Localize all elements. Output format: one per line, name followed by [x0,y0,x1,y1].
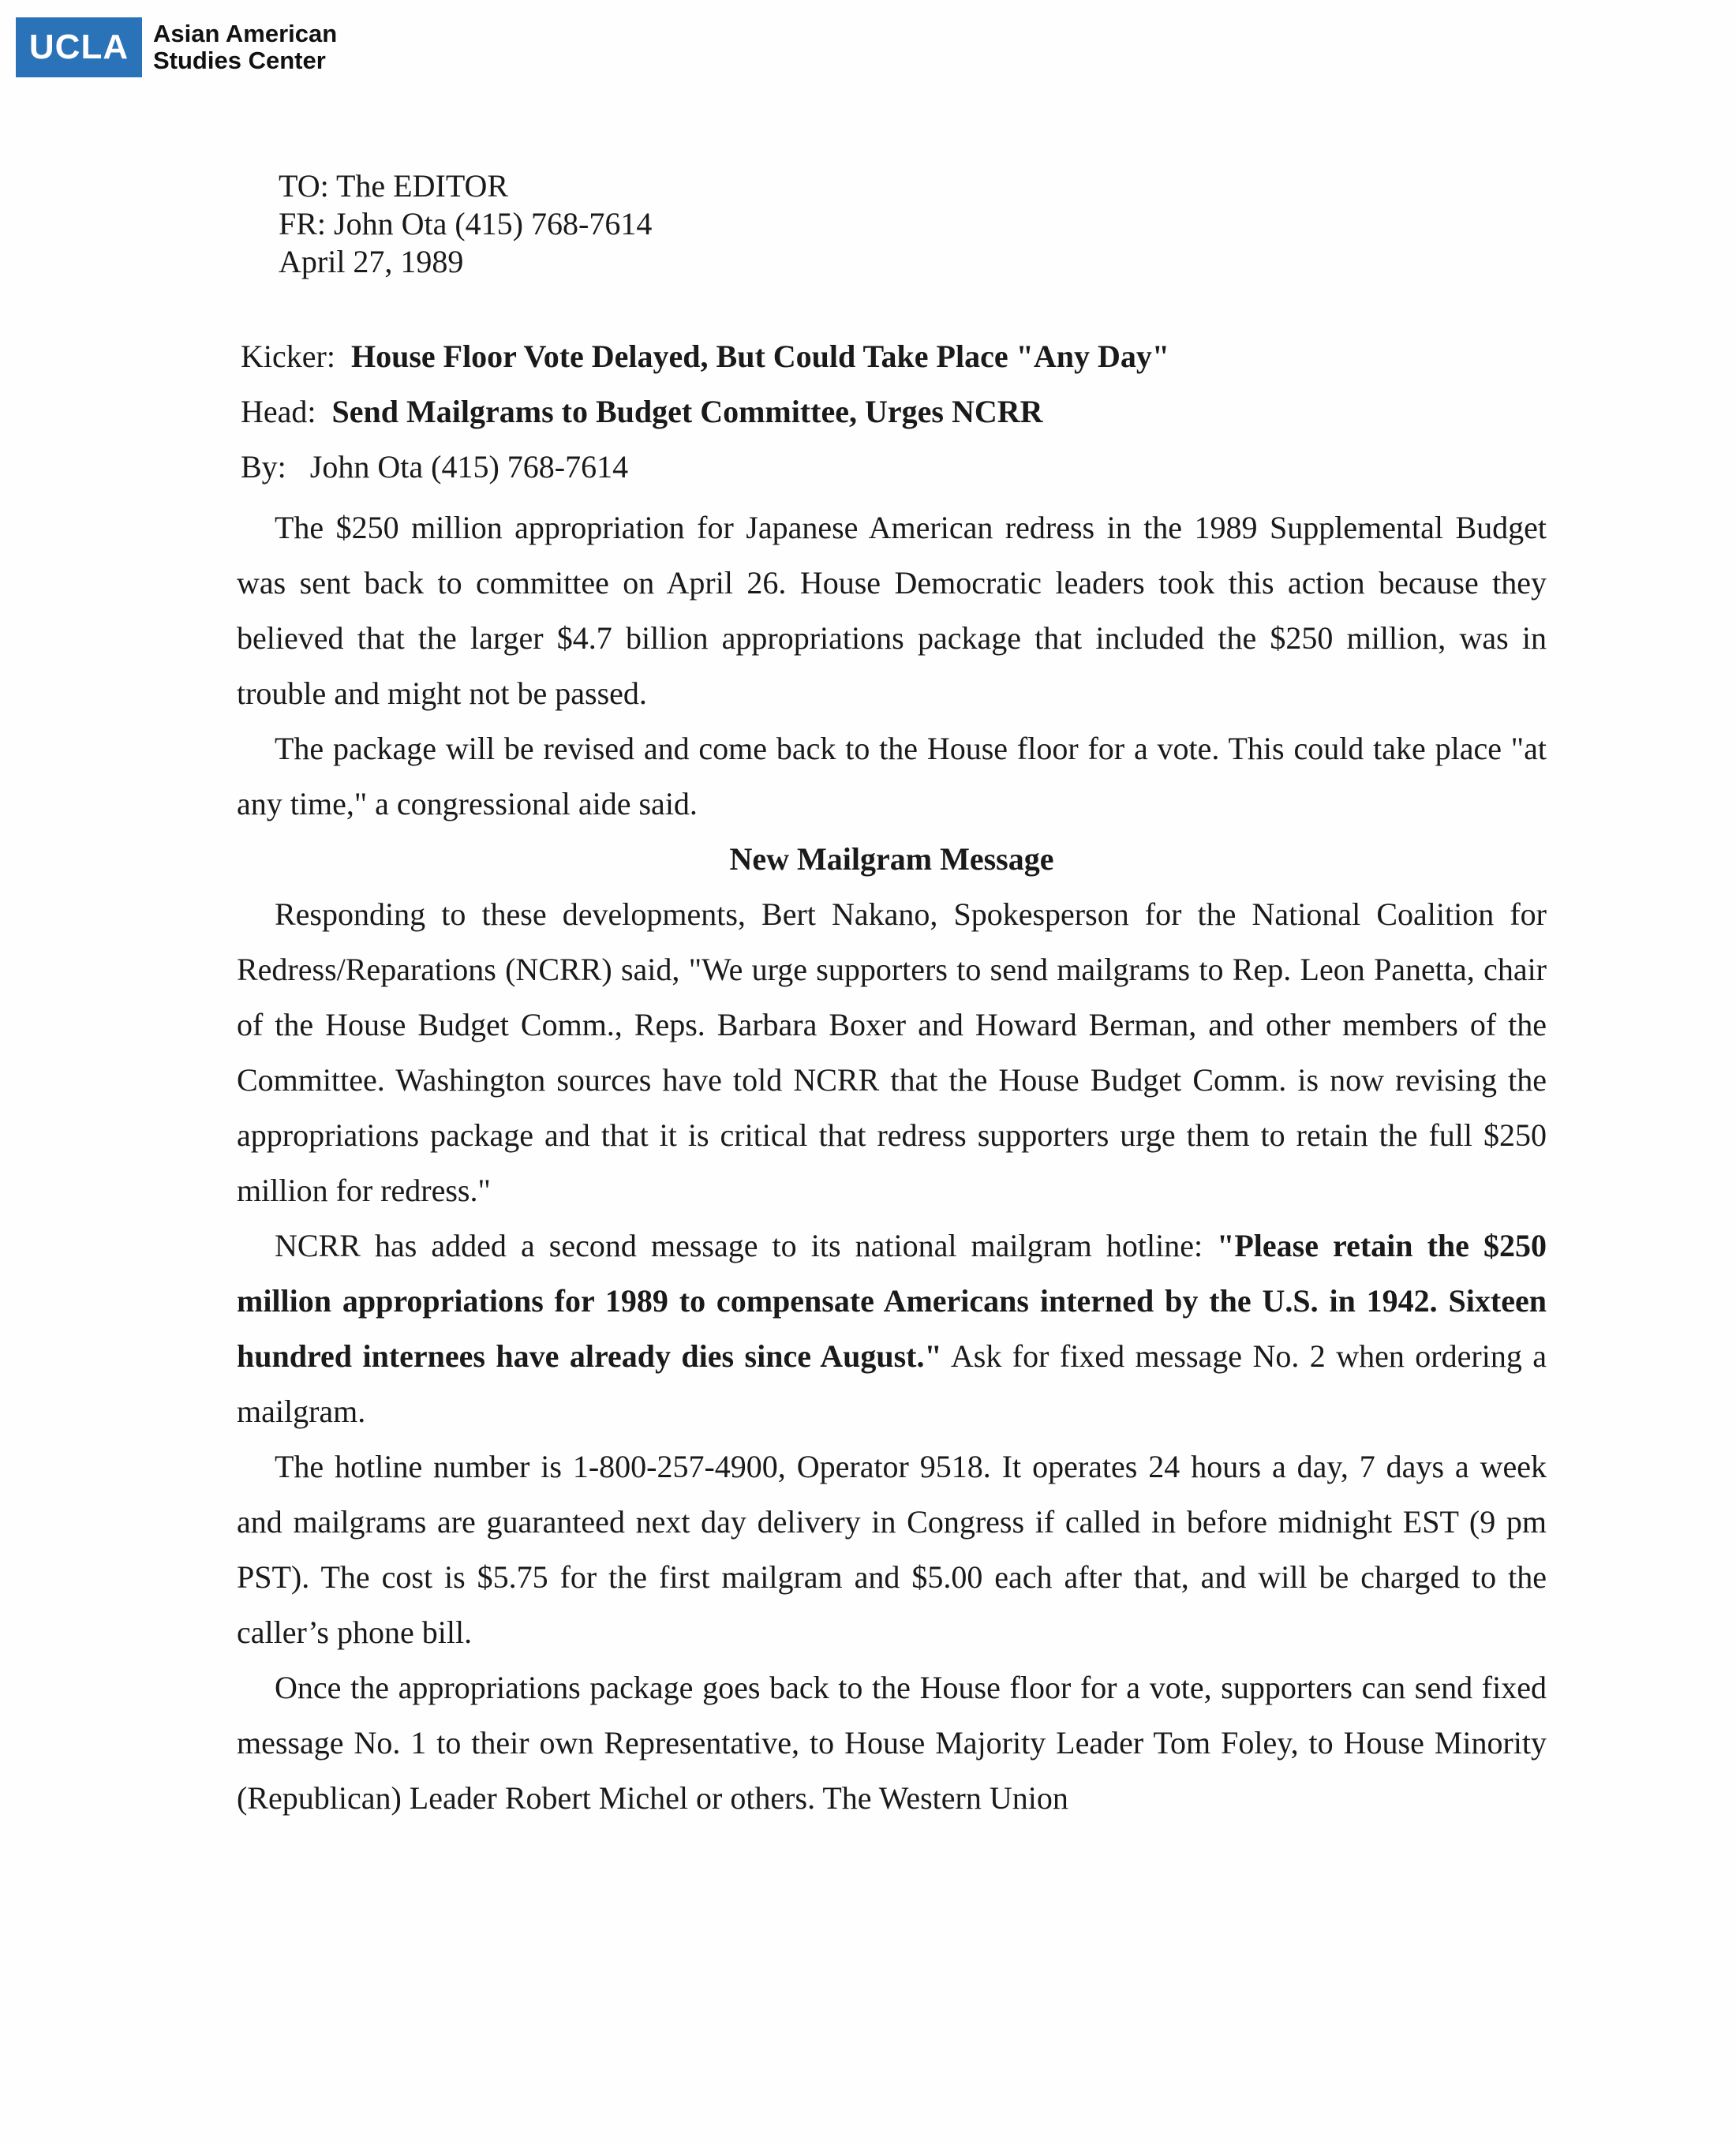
article-body [237,500,1547,1826]
paragraph-6: Once the appropriations package goes back to the House floor for a vote, supporters can send fixed message No. 1 to their own Representative, to House Majority Leader Tom Foley, to House Minority (Republican) Leader Robert Michel or others. The Western Union [237,1670,1547,1816]
subheading: New Mailgram Message [729,841,1054,877]
memo-from: FR: John Ota (415) 768-7614 [279,206,653,241]
paragraph-5: The hotline number is 1-800-257-4900, Operator 9518. It operates 24 hours a day, 7 days a week and mailgrams are guaranteed next day delivery in Congress if called in before midnight EST (9 pm PST). The cost is $5.75 for the first mailgram and $5.00 each after that, and will be charged to the caller’s phone bill. [237,1449,1547,1650]
mailgram-message-text: "Please retain the $250 million appropriations for 1989 to compensate Americans interned by the U.S. in 1942. Sixteen hundred internees have already dies since August." [237,1228,1547,1374]
paragraph-4-start: NCRR has added a second message to its national mailgram hotline: [275,1228,1218,1263]
by-text: John Ota (415) 768-7614 [309,449,629,485]
logo-line-1: Asian American [153,20,338,47]
kicker-text: House Floor Vote Delayed, But Could Take Place "Any Day" [350,339,1170,374]
paragraph-2: The package will be revised and come back to the House floor for a vote. This could take place "at any time," a congressional aide said. [237,731,1547,821]
logo-line-2: Studies Center [153,47,326,74]
paragraph-1: The $250 million appropriation for Japanese American redress in the 1989 Supplemental Budget was sent back to committee on April 26. House Democratic leaders took this action because they believed that the larger $4.7 billion appropriations package that included the $250 million, was in trouble and might not be passed. [237,510,1547,711]
memo-to: TO: The EDITOR [279,168,509,204]
head-label: Head: [241,394,316,429]
paragraph-4-end: Ask for fixed message No. 2 when ordering a mailgram. [237,1338,1547,1429]
head-text: Send Mailgrams to Budget Committee, Urges NCRR [331,394,1043,429]
memo-date: April 27, 1989 [279,244,464,279]
kicker-line [241,338,1169,375]
kicker-label: Kicker: [241,339,335,374]
by-label: By: [241,449,286,485]
paragraph-3: Responding to these developments, Bert Nakano, Spokesperson for the National Coalition for Redress/Reparations (NCRR) said, "We urge supporters to send mailgrams to Rep. Leon Panetta, chair of the House Budget Comm., Reps. Barbara Boxer and Howard Berman, and other members of the Committee. Washington sources have told NCRR that the House Budget Comm. is now revising the appropriations package and that it is critical that redress supporters urge them to retain the full $250 million for redress." [237,896,1547,1208]
head-line [241,393,1043,430]
memo-header [279,167,652,281]
ucla-logo-mark: UCLA [16,17,142,77]
ucla-asian-american-studies-logo [16,17,337,77]
paragraph-4 [237,1218,1547,1439]
byline [241,448,628,485]
logo-center-name [153,21,337,74]
